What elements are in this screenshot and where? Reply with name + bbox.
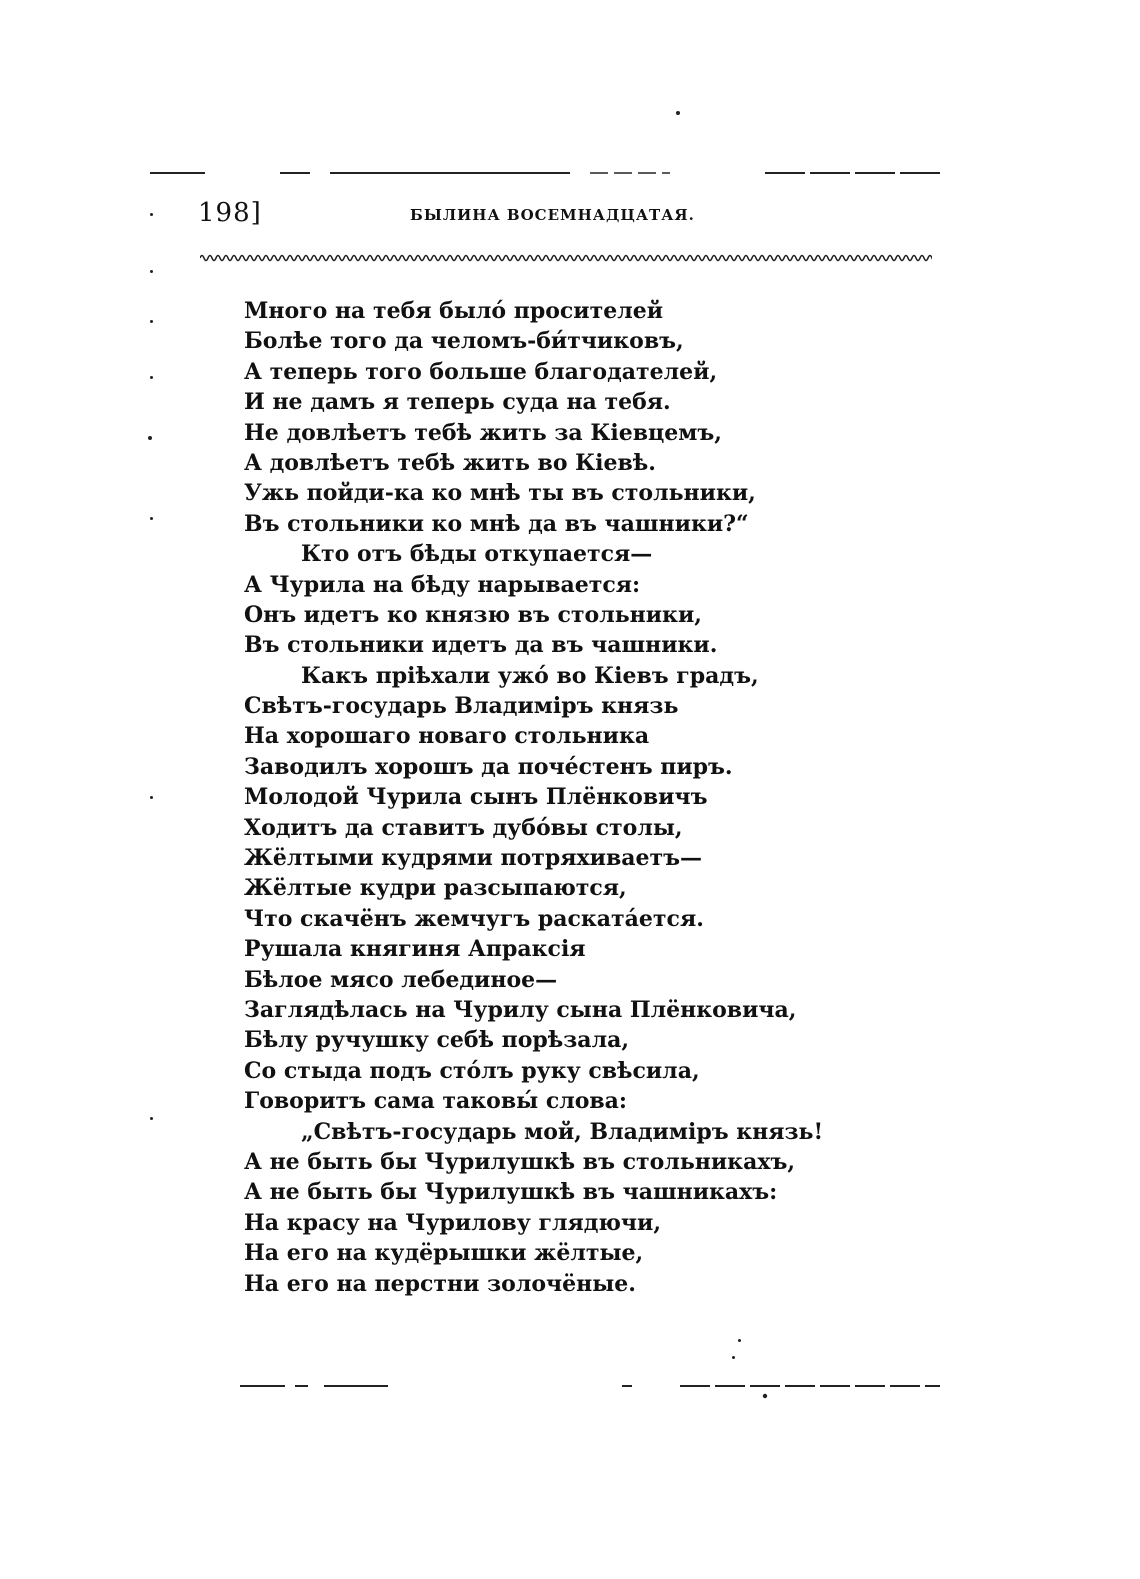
verse-line: А довлѣетъ тебѣ жить во Кіевѣ. xyxy=(244,449,656,476)
verse-line: Бѣлое мясо лебединое— xyxy=(244,966,558,993)
verse-line: Много на тебя было́ просителей xyxy=(244,298,664,324)
wavy-ornament-rule xyxy=(200,251,932,265)
verse-line: Заводилъ хорошъ да поче́стенъ пиръ. xyxy=(244,753,733,780)
verse-line: Кто отъ бѣды откупается— xyxy=(301,541,653,568)
print-speck xyxy=(738,1339,741,1342)
verse-line: На хорошаго новаго стольника xyxy=(244,723,650,750)
top-rule xyxy=(150,170,940,176)
verse-line: А не быть бы Чурилушкѣ въ чашникахъ: xyxy=(244,1179,778,1206)
verse-line: И не дамъ я теперь суда на тебя. xyxy=(244,389,671,416)
page-number: 198] xyxy=(198,198,262,228)
page-header xyxy=(198,198,938,232)
verse-line: Жёлтыми кудрями потряхиваетъ— xyxy=(244,845,703,872)
verse-line: А теперь того больше благодателей, xyxy=(244,358,718,385)
running-title: БЫЛИНА ВОСЕМНАДЦАТАЯ. xyxy=(410,206,695,224)
verse-line: На красу на Чурилову глядючи, xyxy=(244,1209,662,1236)
verse-line: Жёлтые кудри разсыпаются, xyxy=(244,875,627,902)
print-speck xyxy=(150,270,153,273)
verse-line: А не быть бы Чурилушкѣ въ стольникахъ, xyxy=(244,1148,795,1175)
verse-line: Заглядѣлась на Чурилу сына Плёнковича, xyxy=(244,996,797,1023)
verse-line: Ходитъ да ставитъ дубо́вы столы, xyxy=(244,814,683,841)
verse-line: Какъ пріѣхали ужо́ во Кіевъ градъ, xyxy=(301,662,759,689)
verse-line: Говоритъ сама таковы́ слова: xyxy=(244,1088,628,1115)
print-speck xyxy=(150,376,153,379)
print-speck xyxy=(150,213,153,216)
print-speck xyxy=(732,1356,735,1359)
verse-line: Молодой Чурила сынъ Плёнковичъ xyxy=(244,784,708,811)
verse-line: Онъ идетъ ко князю въ стольники, xyxy=(244,601,702,628)
verse-line: А Чурила на бѣду нарывается: xyxy=(244,571,641,598)
print-speck xyxy=(150,796,153,799)
bottom-rule xyxy=(240,1380,940,1400)
verse-line: Въ стольники ко мнѣ да въ чашники?“ xyxy=(244,510,749,537)
print-speck xyxy=(150,1117,153,1120)
verse-line: На его на кудёрышки жёлтые, xyxy=(244,1240,644,1267)
verse-line: Ужь пойди-ка ко мнѣ ты въ стольники, xyxy=(244,480,756,507)
verse-line: Свѣтъ-государь Владиміръ князь xyxy=(244,693,679,720)
verse-line: Рушала княгиня Апраксія xyxy=(244,936,586,963)
print-speck xyxy=(150,320,153,323)
verse-text xyxy=(244,296,844,1299)
verse-line: Въ стольники идетъ да въ чашники. xyxy=(244,632,718,659)
verse-line: На его на перстни золочёные. xyxy=(244,1270,636,1297)
verse-line: Со стыда подъ сто́лъ руку свѣсила, xyxy=(244,1057,700,1084)
verse-line: Не довлѣетъ тебѣ жить за Кіевцемъ, xyxy=(244,419,722,446)
print-speck xyxy=(148,436,152,440)
verse-line: Болѣе того да челомъ-би́тчиковъ, xyxy=(244,328,684,355)
print-speck xyxy=(676,111,680,115)
verse-line: Что скачёнъ жемчугъ раската́ется. xyxy=(244,905,704,932)
print-speck xyxy=(150,517,153,520)
verse-line: „Свѣтъ-государь мой, Владиміръ князь! xyxy=(301,1118,824,1145)
verse-line: Бѣлу ручушку себѣ порѣзала, xyxy=(244,1027,629,1054)
